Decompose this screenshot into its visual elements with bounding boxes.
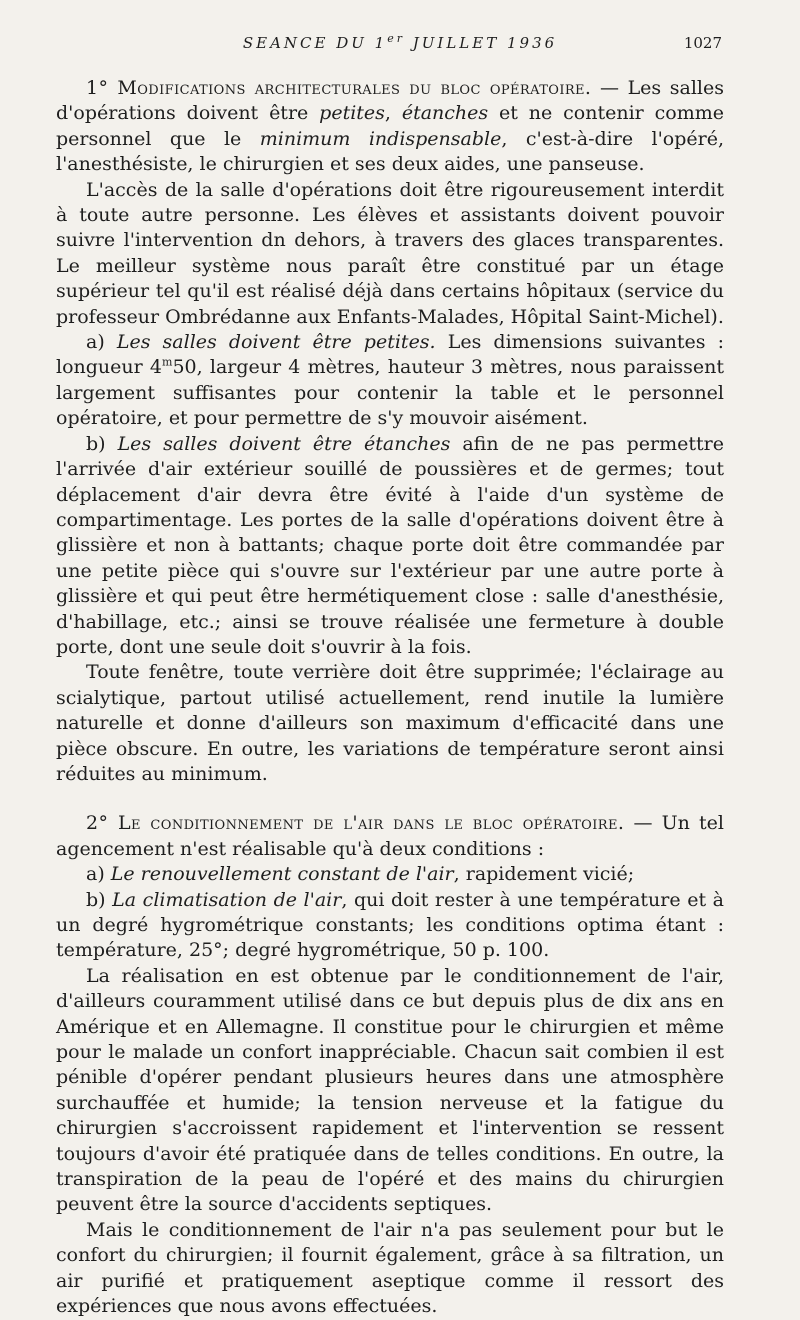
body-text [56,76,724,1320]
section-2-paragraph-4: La réalisation en est obtenue par le conditionnement de l'air, d'ailleurs couramment utilisé dans ce but depuis plus de dix ans en Amérique et en Allemagne. Il constitue pour le chirurgien et même pour le malade un confort inappréciable. Chacun sait combien il est pénible d'opérer pendant plusieurs heures dans une atmosphère surchauffée et humide; la tension nerveuse et la fatigue du chirurgien s'accroissent rapidement et l'intervention se ressent toujours d'avoir été pratiquée dans de telles conditions. En outre, la transpiration de la peau de l'opéré et des mains du chirurgien peuvent être la source d'accidents septiques. [56,964,724,1216]
section-separator [56,787,724,811]
section-1-heading: 1° Modifications architecturales du bloc opératoire. [86,77,592,99]
section-1-paragraph-3: Toute fenêtre, toute verrière doit être supprimée; l'éclairage au scialytique, partout utilisé actuellement, rend inutile la lumière naturelle et donne d'ailleurs son maximum d'efficacité dans une pièce obscure. En outre, les variations de température seront ainsi réduites au minimum. [56,661,724,785]
section-2-heading: 2° Le conditionnement de l'air dans le bloc opératoire. [86,812,625,835]
section-1-item-a: a) Les salles doivent être petites. Les dimensions suivantes : longueur 4$^m$50, largeur 4 mètres, hauteur 3 mètres, nous paraissent largement suffisantes pour contenir la table et le personnel opératoire, et pour permettre de s'y mouvoir aisément. [56,331,724,430]
page-number: 1027 [683,34,722,52]
page-header [0,34,800,56]
section-1-paragraph-1: 1° Modifications architecturales du bloc opératoire. — Les salles d'opérations doivent être petites, étanches et ne contenir comme personnel que le minimum indispensable, c'est-à-dire l'opéré, l'anesthésiste, le chirurgien et ses deux aides, une panseuse. [56,77,724,176]
section-1-paragraph-2: L'accès de la salle d'opérations doit être rigoureusement interdit à toute autre personne. Les élèves et assistants doivent pouvoir suivre l'intervention dn dehors, à travers des glaces transparentes. Le meilleur système nous paraît être constitué par un étage supérieur tel qu'il est réalisé déjà dans certains hôpitaux (service du professeur Ombrédanne aux Enfants-Malades, Hôpital Saint-Michel). [56,178,724,328]
section-2-item-b: b) La climatisation de l'air, qui doit rester à une température et à un degré hygrométrique constants; les conditions optima étant : température, 25°; degré hygrométrique, 50 p. 100. [56,888,724,962]
section-2-paragraph-5: Mais le conditionnement de l'air n'a pas seulement pour but le confort du chirurgien; il fournit également, grâce à sa filtration, un air purifié et pratiquement aseptique comme il ressort des expériences que nous avons effectuées. [56,1218,724,1318]
section-2-item-a: a) Le renouvellement constant de l'air, rapidement vicié; [86,863,635,886]
section-1-item-b: b) Les salles doivent être étanches afin de ne pas permettre l'arrivée d'air extérieur souillé de poussières et de germes; tout déplacement d'air devra être évité à l'aide d'un système de compartimentage. Les portes de la salle d'opérations doivent être à glissière et non à battants; chaque porte doit être commandée par une petite pièce qui s'ouvre sur l'extérieur par une autre porte à glissière et qui peut être hermétiquement close : salle d'anesthésie, d'habillage, etc.; ainsi se trouve réalisée une fermeture à double porte, dont une seule doit s'ouvrir à la fois. [56,432,724,658]
running-title: SEANCE DU 1er JUILLET 1936 [242,32,558,52]
section-2-paragraph-1: 2° Le conditionnement de l'air dans le bloc opératoire. — Un tel agencement n'est réalisable qu'à deux conditions : [56,812,724,860]
